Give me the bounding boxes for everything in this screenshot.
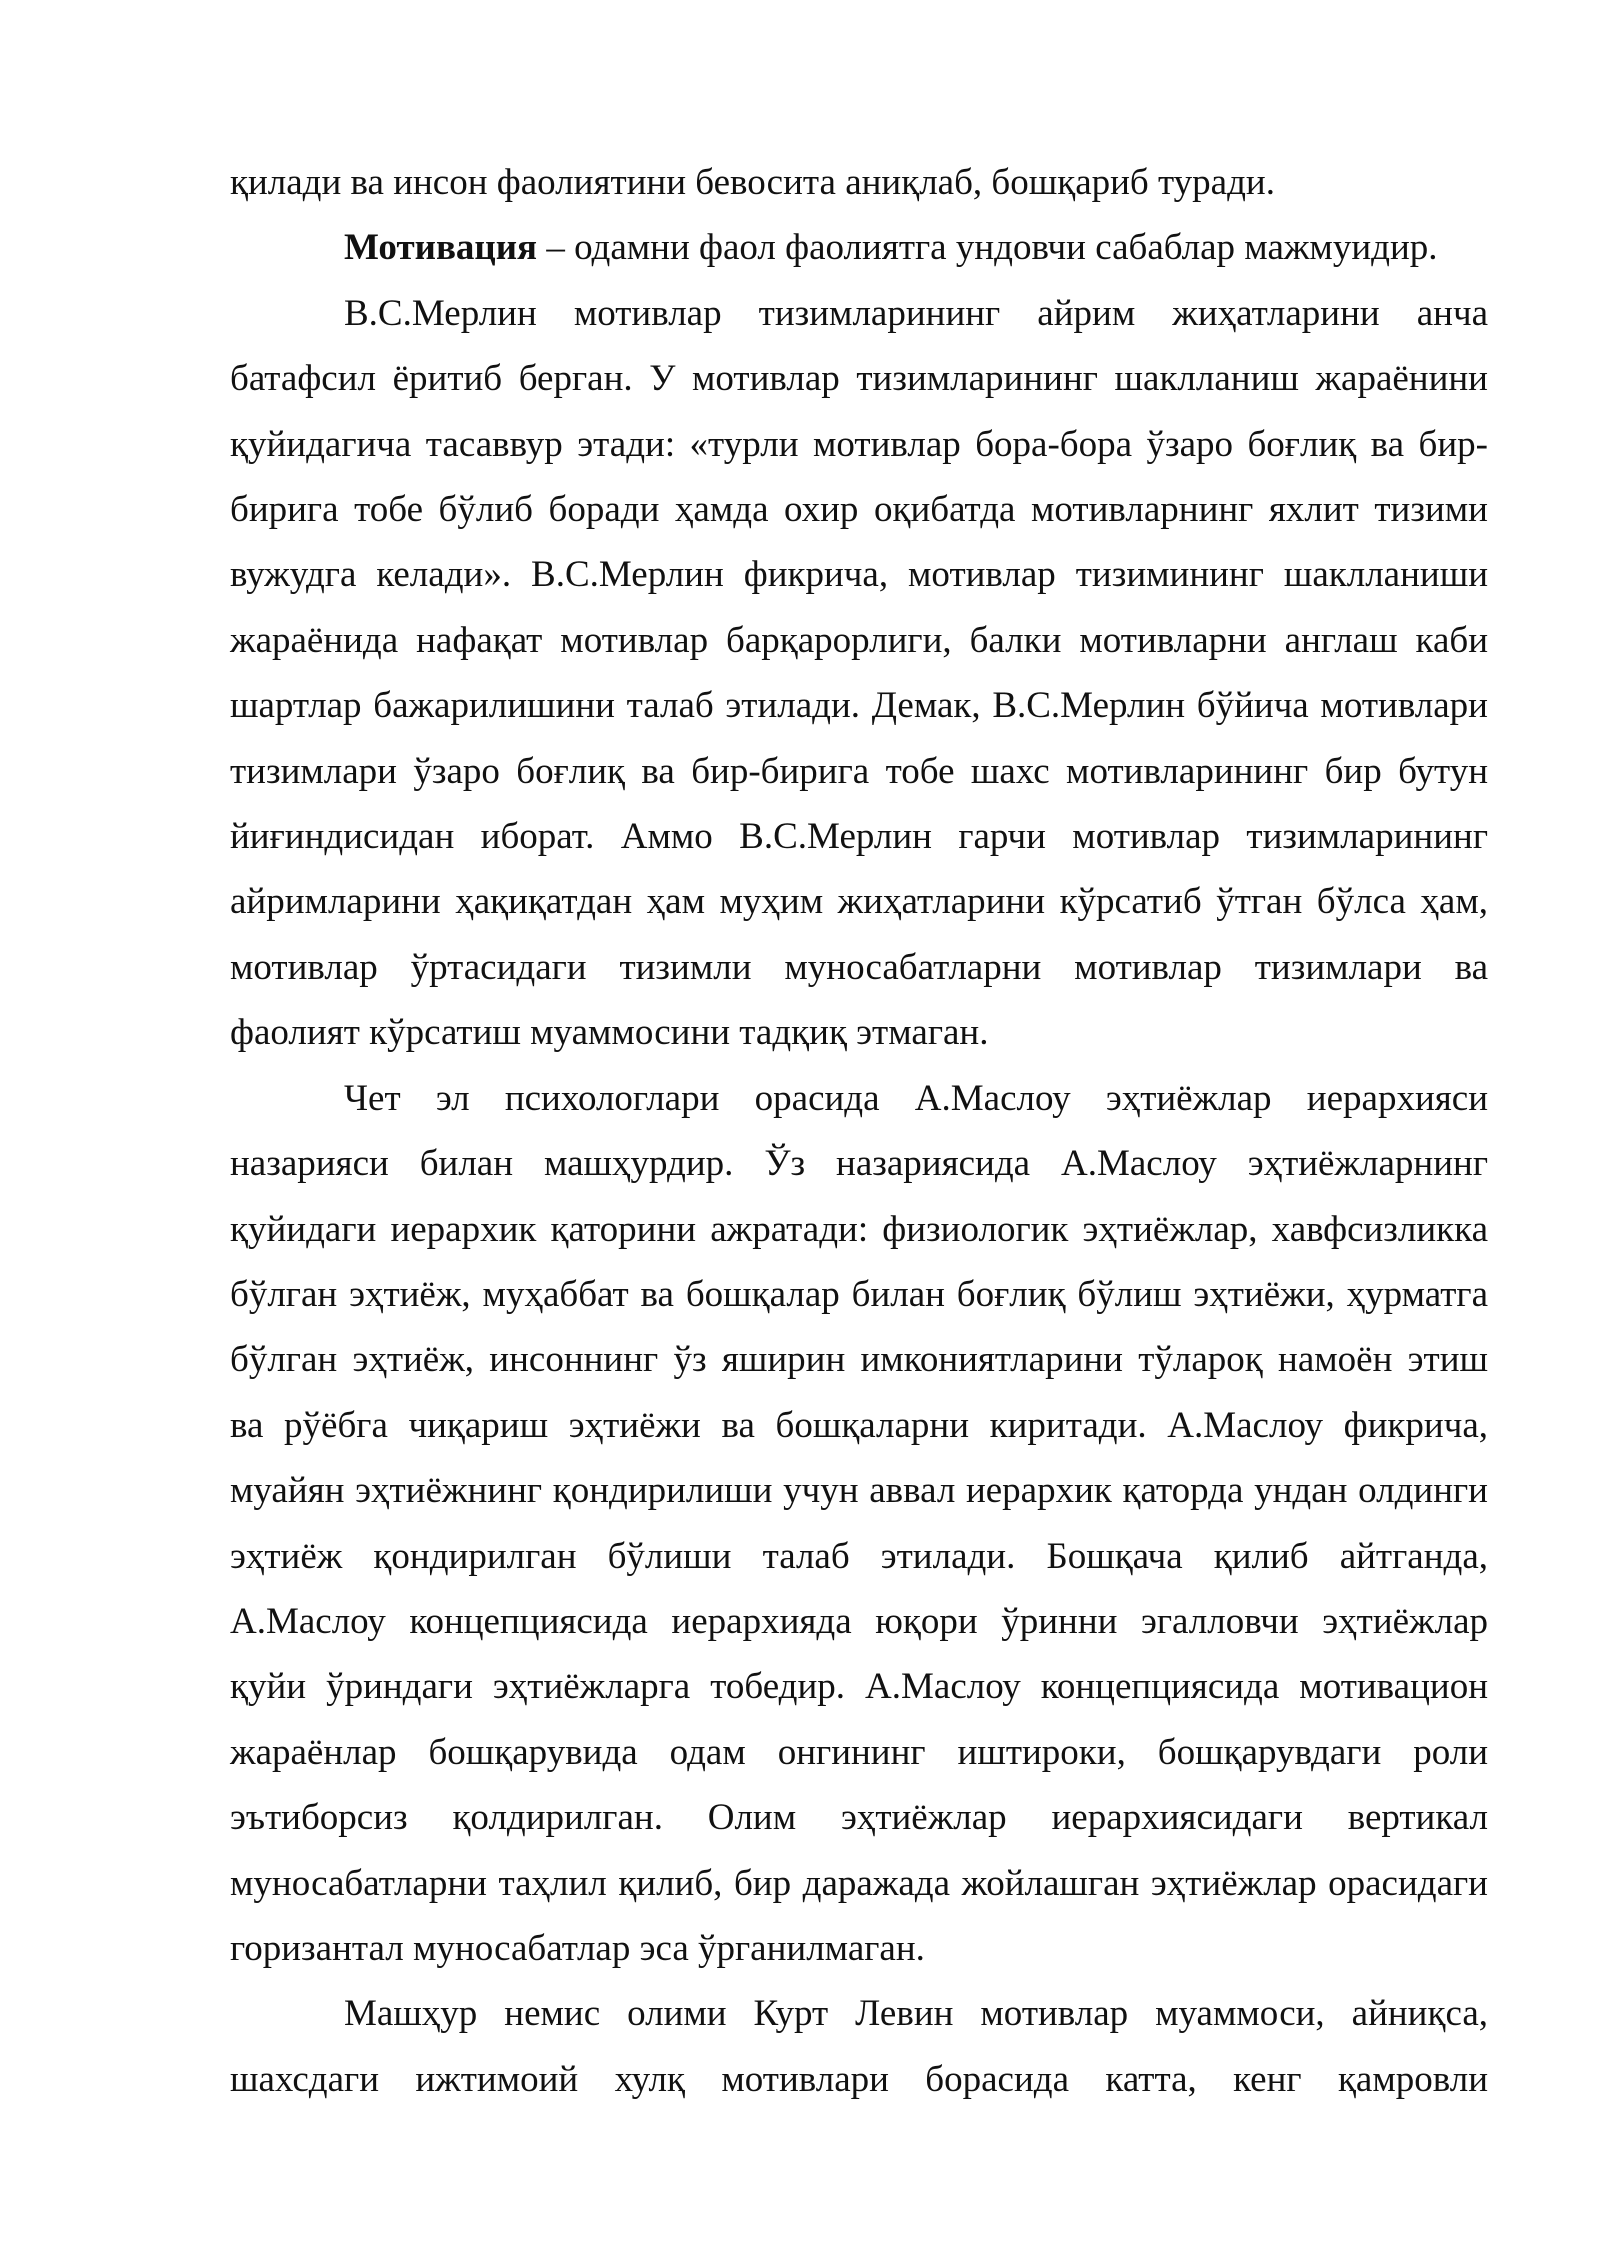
paragraph-4 — [230, 1066, 1488, 1982]
paragraph-line: горизантал муносабатлар эса ўрганилмаган. — [230, 1927, 925, 1969]
paragraph-line: батафсил ёритиб берган. У мотивлар тизимларининг шаклланиш жараёнини — [230, 358, 1488, 400]
paragraph-5 — [230, 1981, 1488, 2112]
paragraph-line: эътиборсиз қолдирилган. Олим эҳтиёжлар иерархиясидаги вертикал — [230, 1797, 1488, 1839]
paragraph-line: қуйидагича тасаввур этади: «турли мотивлар бора-бора ўзаро боғлиқ ва бир- — [230, 423, 1488, 465]
paragraph-2 — [230, 215, 1488, 280]
paragraph-line: жараёнлар бошқарувида одам онгининг иштироки, бошқарувдаги роли — [230, 1731, 1488, 1773]
paragraph-1 — [230, 150, 1488, 215]
paragraph-line: тизимлари ўзаро боғлиқ ва бир-бирига тобе шахс мотивларининг бир бутун — [230, 750, 1488, 792]
paragraph-line: ва рўёбга чиқариш эҳтиёжи ва бошқаларни киритади. А.Маслоу фикрича, — [230, 1404, 1488, 1446]
paragraph-line: бўлган эҳтиёж, муҳаббат ва бошқалар билан боғлиқ бўлиш эҳтиёжи, ҳурматга — [230, 1273, 1488, 1315]
motivation-term: Мотивация — [344, 227, 538, 269]
paragraph-line: мотивлар ўртасидаги тизимли муносабатларни мотивлар тизимлари ва — [230, 946, 1488, 988]
paragraph-3 — [230, 281, 1488, 1066]
paragraph-line: қуйи ўриндаги эҳтиёжларга тобедир. А.Маслоу концепциясида мотивацион — [230, 1666, 1488, 1708]
paragraph-line: қилади ва инсон фаолиятини бевосита аниқлаб, бошқариб туради. — [230, 162, 1275, 203]
paragraph-line: муайян эҳтиёжнинг қондирилиши учун аввал иерархик қаторда ундан олдинги — [230, 1470, 1488, 1512]
paragraph-line: айримларини ҳақиқатдан ҳам муҳим жиҳатларини кўрсатиб ўтган бўлса ҳам, — [230, 881, 1488, 923]
paragraph-line: шартлар бажарилишини талаб этилади. Демак, В.С.Мерлин бўйича мотивлари — [230, 685, 1488, 727]
paragraph-line: вужудга келади». В.С.Мерлин фикрича, мотивлар тизимининг шаклланиши — [230, 554, 1488, 596]
paragraph-line: Машҳур немис олими Курт Левин мотивлар муаммоси, айниқса, — [344, 1993, 1488, 2035]
paragraph-line: бўлган эҳтиёж, инсоннинг ўз яширин имкониятларини тўлароқ намоён этиш — [230, 1339, 1488, 1381]
paragraph-line: назарияси билан машҳурдир. Ўз назариясида А.Маслоу эҳтиёжларнинг — [230, 1143, 1488, 1185]
paragraph-line: бирига тобе бўлиб боради ҳамда охир оқибатда мотивларнинг яхлит тизими — [230, 489, 1488, 531]
paragraph-line: муносабатларни таҳлил қилиб, бир даражада жойлашган эҳтиёжлар орасидаги — [230, 1862, 1488, 1904]
paragraph-line: Чет эл психологлари орасида А.Маслоу эҳтиёжлар иерархияси — [344, 1077, 1488, 1119]
paragraph-line: қуйидаги иерархик қаторини ажратади: физиологик эҳтиёжлар, хавфсизликка — [230, 1208, 1488, 1250]
paragraph-line: жараёнида нафақат мотивлар барқарорлиги, балки мотивларни англаш каби — [230, 619, 1488, 661]
paragraph-line: А.Маслоу концепциясида иерархияда юқори ўринни эгалловчи эҳтиёжлар — [230, 1600, 1488, 1642]
paragraph-line: эҳтиёж қондирилган бўлиши талаб этилади. Бошқача қилиб айтганда, — [230, 1535, 1488, 1577]
document-body — [230, 150, 1488, 2112]
paragraph-line: йиғиндисидан иборат. Аммо В.С.Мерлин гарчи мотивлар тизимларининг — [230, 816, 1488, 858]
paragraph-line — [230, 215, 1488, 280]
paragraph-line: фаолият кўрсатиш муаммосини тадқиқ этмаган. — [230, 1012, 989, 1054]
paragraph-line: шахсдаги ижтимоий хулқ мотивлари борасида катта, кенг қамровли — [230, 2058, 1488, 2100]
paragraph-line: В.С.Мерлин мотивлар тизимларининг айрим жиҳатларини анча — [344, 292, 1488, 334]
motivation-definition: – одамни фаол фаолиятга ундовчи сабаблар мажмуидир. — [537, 227, 1438, 269]
